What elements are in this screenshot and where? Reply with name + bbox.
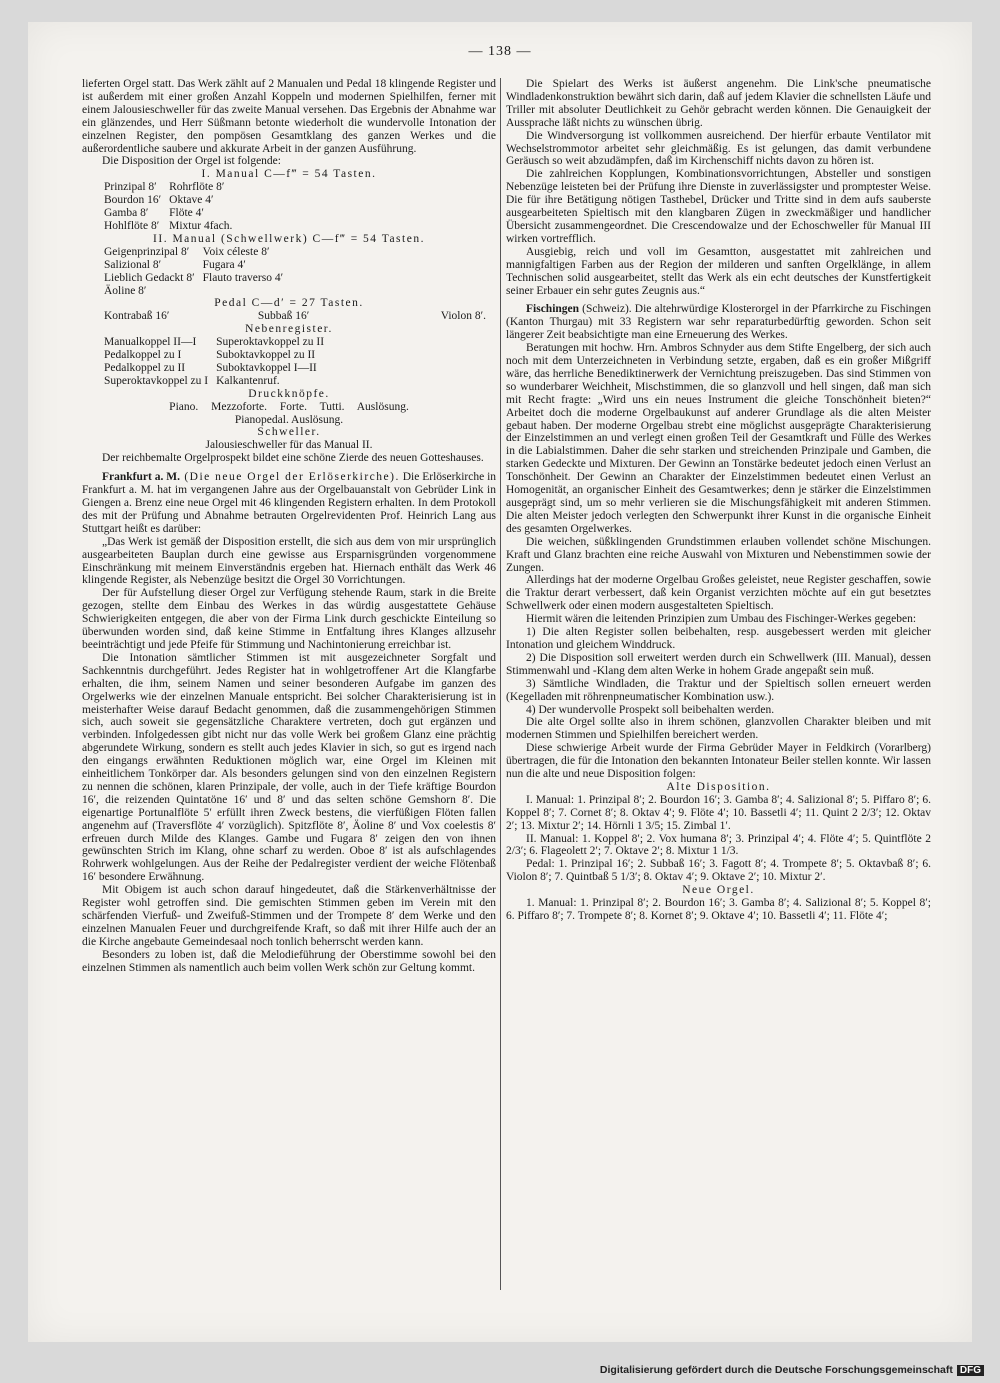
druckknoepfe-line: Piano. Mezzoforte. Forte. Tutti. Auslösung.	[169, 400, 409, 413]
disposition-line: II. Manual: 1. Koppel 8′; 2. Vox humana 8′; 3. Prinzipal 4′; 4. Flöte 4′; 5. Quintflöte 2 2/3′; 6. Flageolett 2′; 7. Oktave 2′; 8. Mixtur 1 1/3.	[506, 832, 931, 858]
paragraph: Mit Obigem ist auch schon darauf hingedeutet, daß die Stärkenverhältnisse der Register wohl getroffen sind. Die gemischten Stimmen geben im Verein mit den schärfenden Vierfuß- und Zweifuß-Stimmen und der Trompete 8′ dem Werke und den einzelnen Manualen Feuer und durchgreifende Kraft, so daß mit ihrer Hilfe auch der an die Kirche angebaute Gemeindesaal noch tonlich beherrscht werden kann.	[82, 884, 496, 948]
stop: Manualkoppel II—I	[104, 336, 197, 349]
disposition-line: 1. Manual: 1. Prinzipal 8′; 2. Bourdon 16′; 3. Gamba 8′; 4. Salizional 8′; 5. Koppel 8′; 6. Piffaro 8′; 7. Trompete 8′; 8. Kornet 8′; 9. Oktave 4′; 10. Bassetli 4′; 11. Flöte 4′;	[506, 897, 931, 922]
schweller-line: Jalousieschweller für das Manual II.	[205, 439, 373, 452]
disposition-line: I. Manual: 1. Prinzipal 8′; 2. Bourdon 16′; 3. Gamba 8′; 4. Salizional 8′; 5. Piffaro 8′; 6. Koppel 8′; 7. Cornet 8′; 8. Oktav 4′; 9. Flöte 4′; 10. Bassetli 4′; 11. Quint 2 2/3′; 12. Oktav 2′; 13. Mixtur 2′; 14. Hörnli 1 3/5; 15. Zimbal 1′.	[506, 793, 931, 832]
stop: Prinzipal 8′	[104, 181, 157, 194]
frankfurt-paragraph	[82, 471, 496, 536]
section-heading: I. Manual C—f‴ = 54 Tasten.	[201, 168, 377, 181]
stop: Flauto traverso 4′	[202, 271, 284, 284]
right-column	[506, 78, 931, 923]
stop: Gamba 8′	[104, 207, 149, 220]
section-heading: Pedal C—d′ = 27 Tasten.	[214, 297, 364, 310]
section-heading: Schweller.	[257, 426, 321, 439]
stop: Suboktavkoppel zu II	[216, 349, 316, 362]
paragraph: Die Disposition der Orgel ist folgende:	[102, 155, 281, 168]
stop: Geigenprinzipal 8′	[104, 245, 190, 258]
dfg-logo: DFG	[957, 1365, 984, 1376]
manual-2-table	[104, 246, 291, 298]
paragraph: Diese schwierige Arbeit wurde der Firma Gebrüder Mayer in Feldkirch (Vorarlberg) übertragen, die für die Intonation den bekannten Intonateur Beiler stellen konnte. Wir lassen nun die alte und neue Disposition folgen:	[506, 742, 931, 781]
pedal-table	[104, 310, 494, 323]
stop: Voix céleste 8′	[202, 245, 270, 258]
paragraph: Der reichbemalte Orgelprospekt bildet eine schöne Zierde des neuen Gotteshauses.	[102, 452, 484, 465]
stop: Oktave 4′	[169, 194, 214, 207]
section-heading: Nebenregister.	[245, 323, 333, 336]
paragraph: Der für Aufstellung dieser Orgel zur Verfügung stehende Raum, stark in die Breite gezogen, stellte dem Einbau des Werkes in das würdig ausgestattete Gehäuse Schwierigkeiten entgegen, die aber von der Firma Link durch geschickte Einteilung so überwunden worden sind, daß keine Stimme in Entfaltung ihres Klanges allzusehr beeinträchtigt und jede Pfeife für Stimmung und Nachintonierung erreichbar ist.	[82, 587, 496, 651]
stop	[203, 285, 291, 298]
stop: Rohrflöte 8′	[169, 181, 225, 194]
stop: Fugara 4′	[202, 258, 246, 271]
stop: Subbaß 16′	[257, 310, 310, 323]
stop: Violon 8′.	[440, 310, 486, 323]
place-heading: Frankfurt a. M.	[102, 471, 180, 484]
section-heading: Alte Disposition.	[666, 780, 771, 793]
fischingen-paragraph	[506, 303, 931, 342]
stop: Hohlflöte 8′	[104, 219, 160, 232]
paragraph: Ausgiebig, reich und voll im Gesamtton, ausgestattet mit zahlreichen und mannigfaltigen Farben aus der Region der milderen und sanften Orgelklänge, in allem Technischen solid ausgearbeitet, stellt das Werk als ein echt deutsches der Kunstfertigkeit seiner Erbauer ein sehr gutes Zeugnis aus.“	[506, 245, 931, 297]
nebenregister-table	[104, 336, 332, 388]
paragraph: Die zahlreichen Kopplungen, Kombinationsvorrichtungen, Absteller und sonstigen Nebenzüge leisteten bei der Prüfung ihre Dienste in zuverlässigster und promptester Weise. Die für ihre Betätigung nötigen Tasthebel, Drücker und Tritte sind in dem aufs sauberste ausgearbeiteten Spieltisch mit den klangbaren Zügen in zweckmäßiger und handlicher Übersicht zusammengeordnet. Die Crescendowalze und der Echoschweller für Manual III wirken vortrefflich.	[506, 168, 931, 245]
left-column	[82, 78, 496, 975]
stop: Kontrabaß 16′	[104, 310, 170, 323]
paragraph: Die Intonation sämtlicher Stimmen ist mit ausgezeichneter Sorgfalt und Sachkenntnis durchgeführt. Jedes Register hat in wohlgetroffener Art die Klangfarbe erhalten, die ihm, seinem Namen und seiner besonderen Aufgabe im ganzen des Orgelwerks wie der einzelnen Manuale entspricht. Bei solcher Charakterisierung ist in meisterhafter Weise darauf Bedacht genommen, daß die zusammengehörigen Stimmen sich, auch soweit sie gegensätzliche Charaktere vertreten, doch gut ergänzen und verbinden. Infolgedessen gibt nicht nur das volle Werk bei großem Glanz eine prächtig abgerundete Wirkung, sondern es stellt auch jedes Klavier in sich, so gut es irgend nach den eingangs erwähnten Reduktionen möglich war, eine Orgel im Kleinen mit einheitlichem Tonkörper dar. Als besonders gelungen sind von den einzelnen Registern zu nennen die schönen, klaren Prinzipale, der volle, auch in der Tiefe kräftige Bourdon 16′, die reizenden Quintatöne 16′ und 8′ und das selten schöne Gemshorn 8′. Die eigenartige Portunalflöte 5′ erfüllt ihren Zweck bestens, die vierfüßigen Flöten fallen angenehm auf (Traversflöte 4′ vorzüglich). Spitzflöte 8′, Äoline 8′ und Vox coelestis 8′ erfreuen durch Milde des Klanges. Gambe und Fugara 8′ zeigen den von ihnen gewünschten Strich im Klang, ohne scharf zu werden. Oboe 8′ ist als aufschlagendes Rohrwerk wohlgelungen. Aus der Reihe der Pedalregister verdient der weiche Flötenbaß 16′ besondere Erwähnung.	[82, 651, 496, 884]
stop: Salizional 8′	[104, 258, 162, 271]
stop: Suboktavkoppel I—II	[216, 361, 317, 374]
paragraph: lieferten Orgel statt. Das Werk zählt auf 2 Manualen und Pedal 18 klingende Register und ist außerdem mit einer großen Anzahl Koppeln und modernen Spielhilfen, ferner mit einem Jalousieschweller für das zweite Manual versehen. Das Ergebnis der Abnahme war ein glänzendes, und Herr Süßmann betonte wiederholt die wundervolle Intonation der einzelnen Register, den pompösen Gesamtklang des ganzen Werkes und die außerordentliche saubere und akkurate Arbeit in der ganzen Ausführung.	[82, 78, 496, 155]
stop: Pedalkoppel zu II	[104, 361, 186, 374]
paragraph: Allerdings hat der moderne Orgelbau Großes geleistet, neue Register geschaffen, sowie die Traktur derart verbessert, daß kein Organist verzichten möchte auf ein gut besetztes Schwellwerk oder einen modern ausgestalteten Spieltisch.	[506, 574, 931, 613]
stop: Kalkantenruf.	[216, 374, 280, 387]
disposition-line: Pedal: 1. Prinzipal 16′; 2. Subbaß 16′; 3. Fagott 8′; 4. Trompete 8′; 5. Oktavbaß 8′; 6. Violon 8′; 7. Quintbaß 5 1/3′; 8. Oktav 4′; 9. Oktave 2′; 10. Mixtur 2′.	[506, 858, 931, 884]
paragraph: „Das Werk ist gemäß der Disposition erstellt, die sich aus dem von mir ursprünglich ausgearbeiteten Bauplan durch eine gewisse aus Ersparnisgründen vorgenommene Einschränkung mit meinem Einverständnis ergeben hat. Hiernach enthält das Werk 46 klingende Register, als Nebenzüge besitzt die Orgel 30 Vorrichtungen.	[82, 535, 496, 587]
stop: Flöte 4′	[169, 207, 204, 220]
stop: Lieblich Gedackt 8′	[104, 271, 195, 284]
stop: Superoktavkoppel zu I	[104, 374, 209, 387]
page-number: — 138 —	[468, 44, 532, 59]
credit-text: Digitalisierung gefördert durch die Deutsche Forschungsgemeinschaft	[599, 1364, 953, 1376]
stop: Superoktavkoppel zu II	[216, 336, 325, 349]
list-item: 1) Die alten Register sollen beibehalten, resp. ausgebessert werden mit gleicher Intonation und gleichem Winddruck.	[506, 626, 931, 651]
paragraph: Die weichen, süßklingenden Grundstimmen erlauben vollendet schöne Mischungen. Kraft und Glanz brachten eine reiche Auswahl von Mixturen und Nebenstimmen sowie der Zungen.	[506, 535, 931, 574]
paragraph-text: Die Erlöserkirche in Frankfurt a. M. hat im vergangenen Jahre aus der Orgelbauanstalt von Gebrüder Link in Giengen a. Brenz eine neue Orgel mit 46 klingenden Registern erhalten. In dem Protokoll des mit der Prüfung und Abnahme betrauten Orgelrevidenten Prof. Heinrich Lang aus Stuttgart heißt es darüber:	[82, 471, 497, 535]
paragraph: Beratungen mit hochw. Hrn. Ambros Schnyder aus dem Stifte Engelberg, der sich auch noch mit dem Unterzeichneten in Verbindung setzte, ergaben, daß es ein großer Mißgriff wäre, das herrliche Benediktinerwerk der Vernichtung preiszugeben. Das sind Stimmen von so wunderbarer Weichheit, Mischstimmen, die so glanzvoll und hell singen, daß man sich mit Recht fragte: „Wird uns ein neues Instrument die gleiche Tonschönheit bieten?“ Arbeitet doch die moderne Orgelbaukunst auf anderer Grundlage als die alten Meister gebaut haben. Der moderne Orgelbau strebt eine möglichst ausgeprägte Charakterisierung der Einzelstimmen an und verlegt einen großen Teil der Gesamtkraft und Fülle des Werkes in die Labialstimmen. Daher die sehr starken und streichenden Prinzipale und Gamben, die starken Gedeckte und Mixturen. Der Gewinn an Tonstärke bedeutet jedoch einen Verlust an Tonschönheit. Der Gewinn an Charakter der Einzelstimmen bedeutet einen Verlust an Homogenität, an organischer Einheit des Gesamtwerkes; denn je stärker die Einzelstimmen ausgeprägt sind, um so mehr verlieren sie die Mischungsfähigkeit mit anderen Stimmen. Die alten Meister jedoch verlegten den Schwerpunkt ihrer Kunst in die organische Einheit des gesamten Orgelwerkes.	[506, 342, 931, 535]
place-heading: Fischingen	[526, 303, 580, 316]
paragraph-text: (Schweiz). Die altehrwürdige Klosterorgel in der Pfarrkirche zu Fischingen (Kanton Thurgau) mit 33 Registern war sehr reparaturbedürftig geworden. Schon seit längerer Zeit beabsichtigte man eine Erneuerung des Werkes.	[506, 303, 931, 342]
paragraph: Hiermit wären die leitenden Prinzipien zum Umbau des Fischinger-Werkes gegeben:	[526, 613, 917, 626]
stop: Äoline 8′	[104, 284, 147, 297]
paragraph: Die alte Orgel sollte also in ihrem schönen, glanzvollen Charakter bleiben und mit modernen Stimmen und Spielhilfen bereichert werden.	[506, 716, 931, 742]
section-heading: Druckknöpfe.	[248, 387, 330, 400]
article-subtitle: (Die neue Orgel der Erlöserkirche).	[179, 471, 400, 484]
paragraph: Die Spielart des Werks ist äußerst angenehm. Die Link'sche pneumatische Windladenkonstruktion bewährt sich darin, daß auf jedem Klavier die schnellsten Läufe und Triller mit absoluter Deutlichkeit zu Gehör gebracht werden können. Die Genauigkeit der Aussprache läßt nichts zu wünschen übrig.	[506, 78, 931, 129]
section-heading: II. Manual (Schwellwerk) C—f‴ = 54 Tasten.	[153, 232, 425, 245]
column-divider	[500, 78, 501, 1290]
stop: Mixtur 4fach.	[169, 219, 233, 232]
stop: Bourdon 16′	[104, 194, 162, 207]
paragraph: Die Windversorgung ist vollkommen ausreichend. Der hierfür erbaute Ventilator mit Wechselstrommotor arbeitet sehr gleichmäßig. Es ist gelungen, das damit verbundene Geräusch so weit abzudämpfen, daß im Kirchenschiff nichts davon zu hören ist.	[506, 129, 931, 168]
list-item: 3) Sämtliche Windladen, die Traktur und der Spieltisch sollen erneuert werden (Kegelladen mit röhrenpneumatischer Kombination usw.).	[506, 677, 931, 703]
list-item: 2) Die Disposition soll erweitert werden durch ein Schwellwerk (III. Manual), dessen Stimmenwahl und -Klang dem alten Werke in hohem Grade angepaßt sein muß.	[506, 651, 931, 677]
druckknoepfe-line: Pianopedal. Auslösung.	[234, 413, 344, 426]
paragraph: Besonders zu loben ist, daß die Melodieführung der Oberstimme sowohl bei den einzelnen Stimmen als namentlich auch beim vollen Werk schön zur Geltung kommt.	[82, 948, 496, 974]
section-heading: Neue Orgel.	[682, 884, 755, 897]
manual-1-table	[104, 181, 240, 233]
stop: Pedalkoppel zu I	[104, 349, 182, 362]
digitization-credit	[600, 1364, 984, 1376]
list-item: 4) Der wundervolle Prospekt soll beibehalten werden.	[526, 703, 775, 716]
